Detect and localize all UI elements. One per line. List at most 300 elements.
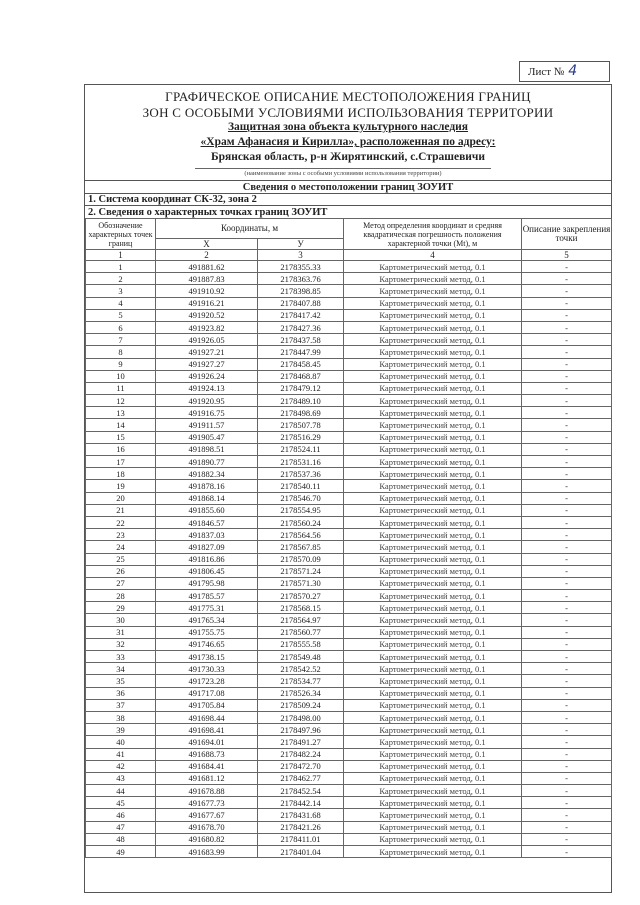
fixing-cell: - xyxy=(522,382,612,394)
method-cell: Картометрический метод, 0.1 xyxy=(344,346,522,358)
method-cell: Картометрический метод, 0.1 xyxy=(344,626,522,638)
title-line-2: ЗОН С ОСОБЫМИ УСЛОВИЯМИ ИСПОЛЬЗОВАНИЯ ТЕРРИТОРИИ xyxy=(142,105,554,120)
x-coordinate-cell: 491926.05 xyxy=(156,334,258,346)
point-id-cell: 43 xyxy=(86,772,156,784)
x-coordinate-cell: 491698.44 xyxy=(156,711,258,723)
fixing-cell: - xyxy=(522,529,612,541)
table-row xyxy=(86,553,612,565)
table-row xyxy=(86,261,612,273)
y-coordinate-cell: 2178458.45 xyxy=(258,358,344,370)
method-cell: Картометрический метод, 0.1 xyxy=(344,358,522,370)
y-coordinate-cell: 2178498.00 xyxy=(258,711,344,723)
y-coordinate-cell: 2178542.52 xyxy=(258,663,344,675)
fixing-cell: - xyxy=(522,797,612,809)
x-coordinate-cell: 491681.12 xyxy=(156,772,258,784)
table-row xyxy=(86,370,612,382)
point-id-cell: 4 xyxy=(86,297,156,309)
method-cell: Картометрический метод, 0.1 xyxy=(344,516,522,528)
fixing-cell: - xyxy=(522,626,612,638)
y-coordinate-cell: 2178568.15 xyxy=(258,602,344,614)
header-method: Метод определения координат и средняя квадратическая погрешность положения характерной точки (Мt), м xyxy=(344,219,522,250)
x-coordinate-cell: 491694.01 xyxy=(156,736,258,748)
y-coordinate-cell: 2178447.99 xyxy=(258,346,344,358)
x-coordinate-cell: 491924.13 xyxy=(156,382,258,394)
point-id-cell: 46 xyxy=(86,809,156,821)
y-coordinate-cell: 2178417.42 xyxy=(258,309,344,321)
method-cell: Картометрический метод, 0.1 xyxy=(344,663,522,675)
zone-name: Защитная зона объекта культурного наследия xyxy=(227,121,469,133)
table-row xyxy=(86,321,612,333)
table-row xyxy=(86,821,612,833)
object-address: Брянская область, р-н Жирятинский, с.Страшевичи xyxy=(210,151,486,163)
x-coordinate-cell: 491677.73 xyxy=(156,797,258,809)
y-coordinate-cell: 2178489.10 xyxy=(258,395,344,407)
point-id-cell: 25 xyxy=(86,553,156,565)
fixing-cell: - xyxy=(522,821,612,833)
method-cell: Картометрический метод, 0.1 xyxy=(344,443,522,455)
table-row xyxy=(86,358,612,370)
table-row xyxy=(86,699,612,711)
method-cell: Картометрический метод, 0.1 xyxy=(344,675,522,687)
fixing-cell: - xyxy=(522,407,612,419)
y-coordinate-cell: 2178571.24 xyxy=(258,565,344,577)
table-row xyxy=(86,565,612,577)
point-id-cell: 26 xyxy=(86,565,156,577)
method-cell: Картометрический метод, 0.1 xyxy=(344,261,522,273)
x-coordinate-cell: 491926.24 xyxy=(156,370,258,382)
method-cell: Картометрический метод, 0.1 xyxy=(344,395,522,407)
x-coordinate-cell: 491698.41 xyxy=(156,724,258,736)
x-coordinate-cell: 491765.34 xyxy=(156,614,258,626)
fixing-cell: - xyxy=(522,675,612,687)
table-row xyxy=(86,407,612,419)
x-coordinate-cell: 491882.34 xyxy=(156,468,258,480)
method-cell: Картометрический метод, 0.1 xyxy=(344,419,522,431)
table-row xyxy=(86,772,612,784)
y-coordinate-cell: 2178540.11 xyxy=(258,480,344,492)
x-coordinate-cell: 491855.60 xyxy=(156,504,258,516)
point-id-cell: 42 xyxy=(86,760,156,772)
method-cell: Картометрический метод, 0.1 xyxy=(344,602,522,614)
table-row xyxy=(86,419,612,431)
x-coordinate-cell: 491898.51 xyxy=(156,443,258,455)
fixing-cell: - xyxy=(522,760,612,772)
table-row xyxy=(86,577,612,589)
method-cell: Картометрический метод, 0.1 xyxy=(344,309,522,321)
fixing-cell: - xyxy=(522,577,612,589)
fixing-cell: - xyxy=(522,419,612,431)
column-number: 4 xyxy=(344,250,522,261)
section-title: Сведения о местоположении границ ЗОУИТ xyxy=(85,180,611,194)
table-row xyxy=(86,492,612,504)
header-y: У xyxy=(258,239,344,250)
method-cell: Картометрический метод, 0.1 xyxy=(344,846,522,858)
point-id-cell: 17 xyxy=(86,456,156,468)
method-cell: Картометрический метод, 0.1 xyxy=(344,480,522,492)
table-row xyxy=(86,687,612,699)
y-coordinate-cell: 2178554.95 xyxy=(258,504,344,516)
header-coordinates: Координаты, м xyxy=(156,219,344,239)
method-cell: Картометрический метод, 0.1 xyxy=(344,785,522,797)
point-id-cell: 15 xyxy=(86,431,156,443)
point-id-cell: 24 xyxy=(86,541,156,553)
column-number: 2 xyxy=(156,250,258,261)
fixing-cell: - xyxy=(522,431,612,443)
y-coordinate-cell: 2178531.16 xyxy=(258,456,344,468)
table-row xyxy=(86,663,612,675)
fixing-cell: - xyxy=(522,736,612,748)
table-row xyxy=(86,285,612,297)
table-row xyxy=(86,724,612,736)
y-coordinate-cell: 2178452.54 xyxy=(258,785,344,797)
x-coordinate-cell: 491717.08 xyxy=(156,687,258,699)
fixing-cell: - xyxy=(522,346,612,358)
method-cell: Картометрический метод, 0.1 xyxy=(344,809,522,821)
method-cell: Картометрический метод, 0.1 xyxy=(344,456,522,468)
y-coordinate-cell: 2178497.96 xyxy=(258,724,344,736)
point-id-cell: 27 xyxy=(86,577,156,589)
method-cell: Картометрический метод, 0.1 xyxy=(344,760,522,772)
point-id-cell: 21 xyxy=(86,504,156,516)
point-id-cell: 29 xyxy=(86,602,156,614)
y-coordinate-cell: 2178479.12 xyxy=(258,382,344,394)
x-coordinate-cell: 491923.82 xyxy=(156,321,258,333)
point-id-cell: 3 xyxy=(86,285,156,297)
x-coordinate-cell: 491775.31 xyxy=(156,602,258,614)
y-coordinate-cell: 2178560.24 xyxy=(258,516,344,528)
method-cell: Картометрический метод, 0.1 xyxy=(344,651,522,663)
y-coordinate-cell: 2178363.76 xyxy=(258,273,344,285)
y-coordinate-cell: 2178442.14 xyxy=(258,797,344,809)
y-coordinate-cell: 2178398.85 xyxy=(258,285,344,297)
table-row xyxy=(86,443,612,455)
x-coordinate-cell: 491916.21 xyxy=(156,297,258,309)
table-row xyxy=(86,504,612,516)
table-row xyxy=(86,346,612,358)
x-coordinate-cell: 491905.47 xyxy=(156,431,258,443)
point-id-cell: 41 xyxy=(86,748,156,760)
point-id-cell: 34 xyxy=(86,663,156,675)
x-coordinate-cell: 491738.15 xyxy=(156,651,258,663)
method-cell: Картометрический метод, 0.1 xyxy=(344,504,522,516)
method-cell: Картометрический метод, 0.1 xyxy=(344,724,522,736)
fixing-cell: - xyxy=(522,809,612,821)
point-id-cell: 23 xyxy=(86,529,156,541)
method-cell: Картометрический метод, 0.1 xyxy=(344,772,522,784)
y-coordinate-cell: 2178462.77 xyxy=(258,772,344,784)
table-row xyxy=(86,468,612,480)
title-line-1: ГРАФИЧЕСКОЕ ОПИСАНИЕ МЕСТОПОЛОЖЕНИЯ ГРАНИЦ xyxy=(165,89,531,104)
point-id-cell: 33 xyxy=(86,651,156,663)
fixing-cell: - xyxy=(522,516,612,528)
point-id-cell: 5 xyxy=(86,309,156,321)
table-row xyxy=(86,809,612,821)
column-number: 1 xyxy=(86,250,156,261)
y-coordinate-cell: 2178431.68 xyxy=(258,809,344,821)
x-coordinate-cell: 491723.28 xyxy=(156,675,258,687)
method-cell: Картометрический метод, 0.1 xyxy=(344,553,522,565)
fixing-cell: - xyxy=(522,334,612,346)
point-id-cell: 7 xyxy=(86,334,156,346)
y-coordinate-cell: 2178516.29 xyxy=(258,431,344,443)
x-coordinate-cell: 491868.14 xyxy=(156,492,258,504)
fixing-cell: - xyxy=(522,456,612,468)
fixing-cell: - xyxy=(522,261,612,273)
y-coordinate-cell: 2178549.48 xyxy=(258,651,344,663)
table-row xyxy=(86,590,612,602)
y-coordinate-cell: 2178537.36 xyxy=(258,468,344,480)
table-row xyxy=(86,675,612,687)
point-id-cell: 28 xyxy=(86,590,156,602)
x-coordinate-cell: 491755.75 xyxy=(156,626,258,638)
point-id-cell: 48 xyxy=(86,833,156,845)
fixing-cell: - xyxy=(522,724,612,736)
x-coordinate-cell: 491920.52 xyxy=(156,309,258,321)
fixing-cell: - xyxy=(522,833,612,845)
y-coordinate-cell: 2178437.58 xyxy=(258,334,344,346)
point-id-cell: 6 xyxy=(86,321,156,333)
x-coordinate-cell: 491683.99 xyxy=(156,846,258,858)
fixing-cell: - xyxy=(522,553,612,565)
y-coordinate-cell: 2178468.87 xyxy=(258,370,344,382)
fixing-cell: - xyxy=(522,492,612,504)
method-cell: Картометрический метод, 0.1 xyxy=(344,382,522,394)
method-cell: Картометрический метод, 0.1 xyxy=(344,821,522,833)
point-id-cell: 36 xyxy=(86,687,156,699)
point-id-cell: 49 xyxy=(86,846,156,858)
table-row xyxy=(86,651,612,663)
x-coordinate-cell: 491910.92 xyxy=(156,285,258,297)
fixing-cell: - xyxy=(522,309,612,321)
point-id-cell: 18 xyxy=(86,468,156,480)
fixing-cell: - xyxy=(522,395,612,407)
y-coordinate-cell: 2178571.30 xyxy=(258,577,344,589)
sheet-label: Лист № xyxy=(528,66,565,78)
fixing-cell: - xyxy=(522,285,612,297)
fixing-cell: - xyxy=(522,273,612,285)
point-id-cell: 19 xyxy=(86,480,156,492)
x-coordinate-cell: 491887.83 xyxy=(156,273,258,285)
method-cell: Картометрический метод, 0.1 xyxy=(344,297,522,309)
point-id-cell: 30 xyxy=(86,614,156,626)
y-coordinate-cell: 2178411.01 xyxy=(258,833,344,845)
x-coordinate-cell: 491816.86 xyxy=(156,553,258,565)
y-coordinate-cell: 2178570.27 xyxy=(258,590,344,602)
column-number: 5 xyxy=(522,250,612,261)
fixing-cell: - xyxy=(522,687,612,699)
table-row xyxy=(86,456,612,468)
table-row xyxy=(86,297,612,309)
y-coordinate-cell: 2178570.09 xyxy=(258,553,344,565)
y-coordinate-cell: 2178472.70 xyxy=(258,760,344,772)
y-coordinate-cell: 2178407.88 xyxy=(258,297,344,309)
points-section-title: 2. Сведения о характерных точках границ ЗОУИТ xyxy=(85,205,611,219)
x-coordinate-cell: 491795.98 xyxy=(156,577,258,589)
column-number: 3 xyxy=(258,250,344,261)
method-cell: Картометрический метод, 0.1 xyxy=(344,833,522,845)
point-id-cell: 35 xyxy=(86,675,156,687)
fixing-cell: - xyxy=(522,321,612,333)
x-coordinate-cell: 491705.84 xyxy=(156,699,258,711)
table-row xyxy=(86,614,612,626)
x-coordinate-cell: 491806.45 xyxy=(156,565,258,577)
fixing-cell: - xyxy=(522,699,612,711)
x-coordinate-cell: 491916.75 xyxy=(156,407,258,419)
fixing-cell: - xyxy=(522,638,612,650)
method-cell: Картометрический метод, 0.1 xyxy=(344,614,522,626)
method-cell: Картометрический метод, 0.1 xyxy=(344,565,522,577)
zone-name-caption: (наименование зоны с особыми условиями использования территории) xyxy=(195,168,491,177)
point-id-cell: 44 xyxy=(86,785,156,797)
table-row xyxy=(86,480,612,492)
table-row xyxy=(86,516,612,528)
x-coordinate-cell: 491678.70 xyxy=(156,821,258,833)
x-coordinate-cell: 491920.95 xyxy=(156,395,258,407)
table-row xyxy=(86,736,612,748)
point-id-cell: 13 xyxy=(86,407,156,419)
fixing-cell: - xyxy=(522,358,612,370)
table-row xyxy=(86,711,612,723)
method-cell: Картометрический метод, 0.1 xyxy=(344,736,522,748)
method-cell: Картометрический метод, 0.1 xyxy=(344,529,522,541)
table-row xyxy=(86,334,612,346)
point-id-cell: 20 xyxy=(86,492,156,504)
point-id-cell: 11 xyxy=(86,382,156,394)
point-id-cell: 10 xyxy=(86,370,156,382)
table-row xyxy=(86,760,612,772)
x-coordinate-cell: 491927.21 xyxy=(156,346,258,358)
fixing-cell: - xyxy=(522,651,612,663)
table-row xyxy=(86,529,612,541)
fixing-cell: - xyxy=(522,480,612,492)
y-coordinate-cell: 2178491.27 xyxy=(258,736,344,748)
point-id-cell: 37 xyxy=(86,699,156,711)
x-coordinate-cell: 491785.57 xyxy=(156,590,258,602)
point-id-cell: 40 xyxy=(86,736,156,748)
method-cell: Картометрический метод, 0.1 xyxy=(344,577,522,589)
point-id-cell: 32 xyxy=(86,638,156,650)
x-coordinate-cell: 491680.82 xyxy=(156,833,258,845)
x-coordinate-cell: 491846.57 xyxy=(156,516,258,528)
y-coordinate-cell: 2178482.24 xyxy=(258,748,344,760)
y-coordinate-cell: 2178564.56 xyxy=(258,529,344,541)
coordinate-system: 1. Система координат СК-32, зона 2 xyxy=(85,193,611,206)
y-coordinate-cell: 2178546.70 xyxy=(258,492,344,504)
point-id-cell: 31 xyxy=(86,626,156,638)
table-row xyxy=(86,797,612,809)
header-x: Х xyxy=(156,239,258,250)
x-coordinate-cell: 491890.77 xyxy=(156,456,258,468)
y-coordinate-cell: 2178507.78 xyxy=(258,419,344,431)
y-coordinate-cell: 2178524.11 xyxy=(258,443,344,455)
table-row xyxy=(86,395,612,407)
fixing-cell: - xyxy=(522,590,612,602)
x-coordinate-cell: 491746.65 xyxy=(156,638,258,650)
table-row xyxy=(86,602,612,614)
x-coordinate-cell: 491677.67 xyxy=(156,809,258,821)
y-coordinate-cell: 2178401.04 xyxy=(258,846,344,858)
table-row xyxy=(86,638,612,650)
point-id-cell: 38 xyxy=(86,711,156,723)
method-cell: Картометрический метод, 0.1 xyxy=(344,285,522,297)
fixing-cell: - xyxy=(522,468,612,480)
x-coordinate-cell: 491878.16 xyxy=(156,480,258,492)
point-id-cell: 47 xyxy=(86,821,156,833)
table-row xyxy=(86,626,612,638)
y-coordinate-cell: 2178526.34 xyxy=(258,687,344,699)
fixing-cell: - xyxy=(522,602,612,614)
point-id-cell: 16 xyxy=(86,443,156,455)
fixing-cell: - xyxy=(522,772,612,784)
point-id-cell: 2 xyxy=(86,273,156,285)
method-cell: Картометрический метод, 0.1 xyxy=(344,273,522,285)
x-coordinate-cell: 491911.57 xyxy=(156,419,258,431)
point-id-cell: 1 xyxy=(86,261,156,273)
method-cell: Картометрический метод, 0.1 xyxy=(344,492,522,504)
fixing-cell: - xyxy=(522,565,612,577)
x-coordinate-cell: 491730.33 xyxy=(156,663,258,675)
point-id-cell: 9 xyxy=(86,358,156,370)
header-fixing: Описание закрепления точки xyxy=(522,219,612,250)
y-coordinate-cell: 2178567.85 xyxy=(258,541,344,553)
table-row xyxy=(86,785,612,797)
method-cell: Картометрический метод, 0.1 xyxy=(344,334,522,346)
x-coordinate-cell: 491881.62 xyxy=(156,261,258,273)
table-row xyxy=(86,431,612,443)
document-frame xyxy=(84,84,612,893)
x-coordinate-cell: 491927.27 xyxy=(156,358,258,370)
object-name: «Храм Афанасия и Кирилла», расположенная по адресу: xyxy=(200,136,496,148)
point-id-cell: 14 xyxy=(86,419,156,431)
x-coordinate-cell: 491678.88 xyxy=(156,785,258,797)
fixing-cell: - xyxy=(522,504,612,516)
fixing-cell: - xyxy=(522,541,612,553)
x-coordinate-cell: 491684.41 xyxy=(156,760,258,772)
fixing-cell: - xyxy=(522,785,612,797)
method-cell: Картометрический метод, 0.1 xyxy=(344,638,522,650)
method-cell: Картометрический метод, 0.1 xyxy=(344,407,522,419)
table-row xyxy=(86,846,612,858)
method-cell: Картометрический метод, 0.1 xyxy=(344,711,522,723)
fixing-cell: - xyxy=(522,711,612,723)
y-coordinate-cell: 2178534.77 xyxy=(258,675,344,687)
point-id-cell: 12 xyxy=(86,395,156,407)
y-coordinate-cell: 2178355.33 xyxy=(258,261,344,273)
y-coordinate-cell: 2178421.26 xyxy=(258,821,344,833)
fixing-cell: - xyxy=(522,614,612,626)
fixing-cell: - xyxy=(522,370,612,382)
y-coordinate-cell: 2178427.36 xyxy=(258,321,344,333)
method-cell: Картометрический метод, 0.1 xyxy=(344,321,522,333)
table-row xyxy=(86,382,612,394)
method-cell: Картометрический метод, 0.1 xyxy=(344,748,522,760)
y-coordinate-cell: 2178498.69 xyxy=(258,407,344,419)
method-cell: Картометрический метод, 0.1 xyxy=(344,699,522,711)
y-coordinate-cell: 2178509.24 xyxy=(258,699,344,711)
method-cell: Картометрический метод, 0.1 xyxy=(344,797,522,809)
x-coordinate-cell: 491837.03 xyxy=(156,529,258,541)
point-id-cell: 22 xyxy=(86,516,156,528)
method-cell: Картометрический метод, 0.1 xyxy=(344,468,522,480)
points-table xyxy=(85,218,612,858)
fixing-cell: - xyxy=(522,663,612,675)
table-row xyxy=(86,748,612,760)
fixing-cell: - xyxy=(522,846,612,858)
method-cell: Картометрический метод, 0.1 xyxy=(344,370,522,382)
point-id-cell: 39 xyxy=(86,724,156,736)
method-cell: Картометрический метод, 0.1 xyxy=(344,687,522,699)
fixing-cell: - xyxy=(522,443,612,455)
